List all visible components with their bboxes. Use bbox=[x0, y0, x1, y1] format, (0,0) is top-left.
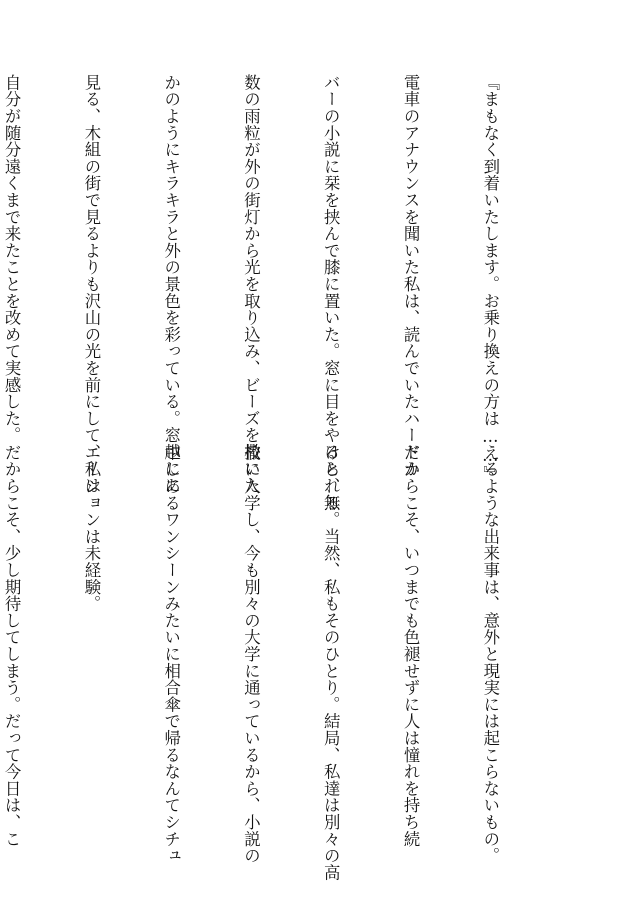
text-column: かのようにキラキラと外の景色を彩っている。窓越しに bbox=[161, 74, 181, 494]
upper-text-block bbox=[0, 74, 556, 511]
text-column: 数の雨粒が外の街灯から光を取り込み、ビーズを撒いた bbox=[241, 74, 261, 494]
text-column: 見る、木組の街で見るよりも沢山の光を前にして、私は bbox=[81, 74, 101, 494]
text-column: 校に入学し、今も別々の大学に通っているから、小説の bbox=[241, 444, 261, 864]
text-column: けられる。当然、私もそのひとり。結局、私達は別々の高 bbox=[321, 444, 341, 881]
text-column: 電車のアナウンスを聞いた私は、読んでいたハードカ bbox=[401, 74, 421, 478]
text-column: えるような出来事は、意外と現実には起こらないもの。 bbox=[480, 444, 500, 864]
text-column: だからこそ、少し期待してしまう。だって今日は、こ bbox=[2, 444, 22, 848]
lower-text-block bbox=[0, 444, 556, 881]
text-column: だからこそ、いつまでも色褪せずに人は憧れを持ち続 bbox=[401, 444, 421, 848]
text-column: 『まもなく到着いたします。お乗り換えの方は……』 bbox=[480, 74, 500, 483]
text-column: バーの小説に栞を挟んで膝に置いた。窓に目をやると、無 bbox=[321, 74, 341, 511]
text-column: 中にあるワンシーンみたいに相合傘で帰るなんてシチュ bbox=[161, 444, 181, 864]
text-column: エーションは未経験。 bbox=[81, 444, 101, 612]
text-column: 自分が随分遠くまで来たことを改めて実感した。 bbox=[2, 74, 22, 444]
